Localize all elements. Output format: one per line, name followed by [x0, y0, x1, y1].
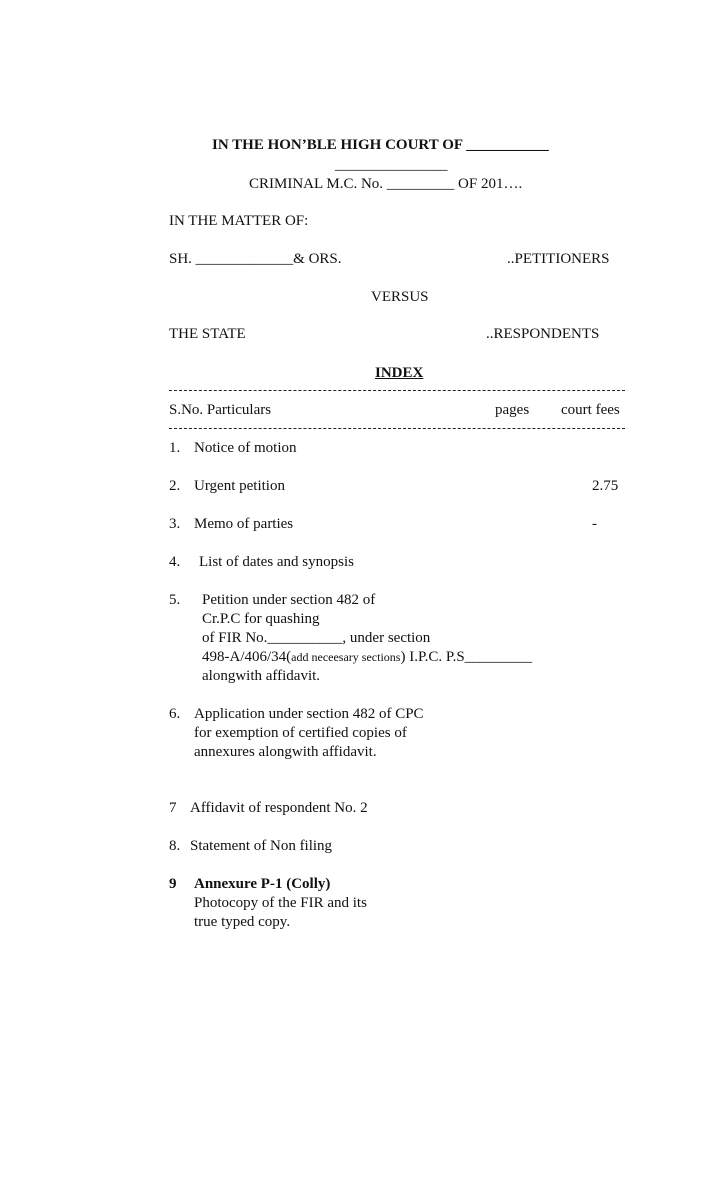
- index-title: INDEX: [375, 365, 424, 381]
- row-number: 6.: [169, 706, 181, 722]
- row-particulars: List of dates and synopsis: [199, 554, 354, 570]
- row9-line3: true typed copy.: [194, 914, 291, 930]
- in-the-matter-label: IN THE MATTER OF:: [169, 213, 309, 229]
- row-number: 4.: [169, 554, 181, 570]
- row-particulars: Memo of parties: [194, 516, 294, 532]
- column-pages: pages: [495, 402, 530, 418]
- row5-line4-note: add neceesary sections: [291, 650, 401, 664]
- row-court-fee: 2.75: [592, 478, 619, 494]
- row9-title: Annexure P-1 (Colly): [194, 876, 331, 892]
- row-number: 2.: [169, 478, 181, 494]
- versus-label: VERSUS: [371, 289, 429, 305]
- row8-particulars: Statement of Non filing: [190, 838, 333, 854]
- row-number: 7: [169, 800, 177, 816]
- case-number-line: CRIMINAL M.C. No. _________ OF 201….: [249, 176, 523, 192]
- row6-line1: Application under section 482 of CPC: [194, 706, 424, 722]
- row5-line5: alongwith affidavit.: [202, 668, 321, 684]
- row-number: 3.: [169, 516, 181, 532]
- row5-line2: Cr.P.C for quashing: [202, 611, 320, 627]
- row5-line4-part1: 498-A/406/34(: [202, 649, 292, 665]
- row-particulars: Urgent petition: [194, 478, 285, 494]
- row-particulars: Notice of motion: [194, 440, 297, 456]
- respondent-name: THE STATE: [169, 326, 246, 342]
- court-title: IN THE HON’BLE HIGH COURT OF ___________: [212, 137, 549, 153]
- row5-line4: [202, 648, 532, 667]
- row5-line1: Petition under section 482 of: [202, 592, 376, 608]
- row-number: 1.: [169, 440, 181, 456]
- row5-line3: of FIR No.__________, under section: [202, 630, 431, 646]
- petitioner-role: ..PETITIONERS: [507, 251, 610, 267]
- row-number: 9: [169, 876, 177, 892]
- row7-particulars: Affidavit of respondent No. 2: [190, 800, 368, 816]
- row6-line3: annexures alongwith affidavit.: [194, 744, 377, 760]
- column-court-fees: court fees: [561, 402, 620, 418]
- row9-line2: Photocopy of the FIR and its: [194, 895, 367, 911]
- row-number: 5.: [169, 592, 181, 608]
- divider-header: [169, 428, 625, 429]
- divider-top: [169, 390, 625, 391]
- respondent-role: ..RESPONDENTS: [486, 326, 600, 342]
- row6-line2: for exemption of certified copies of: [194, 725, 407, 741]
- row-number: 8.: [169, 838, 181, 854]
- court-title-blank: _______________: [335, 157, 448, 173]
- column-sno-particulars: S.No. Particulars: [169, 402, 272, 418]
- row5-line4-part3: ) I.P.C. P.S_________: [400, 649, 533, 665]
- row-court-fee: -: [592, 516, 597, 532]
- petitioner-name: SH. _____________& ORS.: [169, 251, 342, 267]
